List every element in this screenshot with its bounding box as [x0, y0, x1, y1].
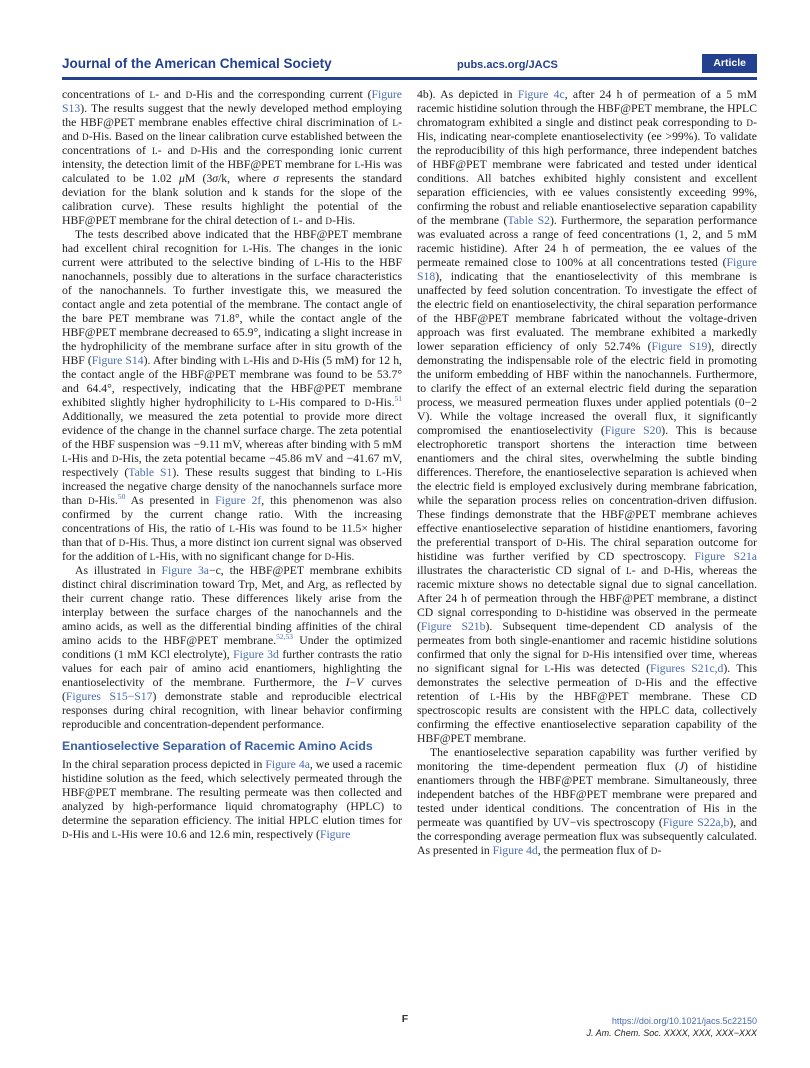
reference-link[interactable]: Figure [319, 828, 351, 841]
small-caps-text: L [111, 830, 118, 840]
small-caps-text: D [185, 90, 193, 100]
small-caps-text: D [118, 538, 126, 548]
small-caps-text: L [626, 566, 632, 576]
small-caps-text: L [149, 90, 156, 100]
left-column [62, 88, 402, 1013]
small-caps-text: L [354, 160, 361, 170]
small-caps-text: L [489, 692, 496, 702]
small-caps-text: L [62, 454, 68, 464]
footer-citation-block [587, 1016, 757, 1039]
small-caps-text: D [746, 118, 754, 128]
body-paragraph: The enantioselective separation capability was further verified by monitoring the time-dependent permeation flux (J) of histidine enantiomers through the HBF@PET membrane. Simultaneously, three independent batches of the HBF@PET membrane were prepared and tested under identical conditions. The concentration of His in the permeate was quantified by UV−vis spectroscopy (Figure S22a,b), and the corresponding average permeation flux was subsequently calculated. As presented in Figure 4d, the permeation flux of D- [417, 746, 757, 857]
small-caps-text: L [292, 216, 299, 226]
article-body [62, 88, 757, 1013]
small-caps-text: D [555, 608, 563, 618]
small-caps-text: L [149, 552, 156, 562]
small-caps-text: D [582, 650, 590, 660]
body-paragraph: 4b). As depicted in Figure 4c, after 24 h of permeation of a 5 mM racemic histidine solution through the HBF@PET membrane, the HPLC chromatogram exhibited a single and distinct peak corresponding to D-His, indicating near-complete enantioselectivity (ee >99%). To validate the reproducibility of this high performance, three independent batches of HBF@PET membrane were fabricated and tested under identical conditions. All batches exhibited highly consistent and excellent separation efficiencies, with ee values consistently exceeding 99%, confirming the robust and reliable enantioselective separation capability of the membrane (Table S2). Furthermore, the separation performance was evaluated across a range of feed concentrations (1, 2, and 5 mM racemic histidine). After 24 h of permeation, the ee values of the permeate remained close to 100% at all concentrations tested (Figure S18), indicating that the enantioselectivity of this membrane is unaffected by feed solution concentration. To investigate the effect of the electric field on enantioselectivity, the chiral separation performance of the HBF@PET membrane fabricated without the voltage-driven approach was first evaluated. The membrane exhibited a markedly lower separation efficiency of only 52.74% (Figure S19), directly demonstrating the indispensable role of the electric field in promoting the uniform embedding of HBF within the nanochannels. Furthermore, to clarify the effect of an external electric field during the separation process, we measured permeation fluxes under applied potentials (0−2 V). While the voltage increased the overall flux, it significantly compromised the enantioselectivity (Figure S20). This is because electrophoretic transport shortens the interaction time between enantiomers and the chiral sites, overwhelming the subtle binding differences. Therefore, the enantioselective separation is achieved when the electric field is employed exclusively during membrane fabrication, while the separation process relies on concentration-driven diffusion. These findings demonstrate that the HBF@PET membrane achieves effective enantioselective separation of histidine enantiomers, favoring the preferential transport of D-His. The chiral separation outcome for histidine was further verified by CD spectroscopy. Figure S21a illustrates the characteristic CD signal of L- and D-His, whereas the racemic mixture shows no detectable signal due to signal cancellation. After 24 h of permeation through the HBF@PET membrane, a distinct CD signal corresponding to D-histidine was observed in the permeate (Figure S21b). Subsequent time-dependent CD analysis of the permeates from both single-enantiomer and racemic histidine solutions confirmed that only the signal for D-His intensified over time, whereas no significant signal for L-His was detected (Figures S21c,d). This demonstrates the selective permeation of D-His and the effective retention of L-His by the HBF@PET membrane. These CD spectroscopic results are consistent with the HPLC data, collectively confirming the effective enantioselective separation capability of the HBF@PET membrane. [417, 88, 757, 745]
small-caps-text: D [556, 538, 563, 548]
section-heading: Enantioselective Separation of Racemic Amino Acids [62, 739, 373, 753]
reference-link[interactable]: Figure S20 [604, 424, 662, 437]
small-caps-text: D [325, 216, 333, 226]
reference-link[interactable]: Table S1 [128, 466, 173, 479]
small-caps-text: D [62, 830, 69, 840]
reference-link[interactable]: Table S2 [507, 214, 550, 227]
small-caps-text: L [242, 244, 249, 254]
italic-text: V [356, 676, 364, 689]
small-caps-text: D [88, 496, 95, 506]
reference-link[interactable]: Figures S15−S17 [65, 690, 153, 703]
small-caps-text: D [324, 552, 332, 562]
reference-link[interactable]: Figure 4d [492, 844, 538, 857]
small-caps-text: D [292, 356, 300, 366]
body-paragraph: As illustrated in Figure 3a−c, the HBF@PET membrane exhibits distinct chiral discrimination toward Trp, Met, and Arg, as reflected by their current change ratio. These differences likely arise from the interplay between the surface charges of the nanochannels and the amino acids, as well as the differential binding affinities of the chiral amino acids to the HBF@PET membrane.$^{52,53}$ Under the optimized conditions (1 mM KCl electrolyte), Figure 3d further contrasts the ratio values for each pair of amino acid enantiomers, highlighting the enantioselectivity of the membrane. Furthermore, the I−V curves (Figures S15−S17) demonstrate stable and reproducible electrical responses during chiral recognition, with linear behavior confirming reproducible and concentration-dependent performance. [62, 564, 403, 731]
header-divider [62, 77, 757, 80]
small-caps-text: D [650, 846, 658, 856]
small-caps-text: L [229, 524, 236, 534]
doi-link[interactable]: https://doi.org/10.1021/jacs.5c22150 [611, 1016, 757, 1026]
body-paragraph: In the chiral separation process depicted in Figure 4a, we used a racemic histidine solution as the feed, which selectively permeated through the HBF@PET membrane. The resulting permeate was then collected and analyzed by high-performance liquid chromatography (HPLC) to determine the separation efficiency. The initial HPLC elution times for D-His and L-His were 10.6 and 12.6 min, respectively (Figure [62, 758, 403, 841]
citation-superscript-link[interactable]: 51 [394, 394, 403, 404]
reference-link[interactable]: Figure 3d [233, 648, 279, 661]
italic-text: σ [212, 172, 219, 185]
reference-link[interactable]: Figure S21a [694, 550, 757, 563]
reference-link[interactable]: Figure S18 [417, 256, 757, 283]
small-caps-text: D [663, 566, 671, 576]
italic-text: J [678, 760, 685, 773]
body-paragraph: The tests described above indicated that the HBF@PET membrane had excellent chiral recognition for L-His. The changes in the ionic current were attributed to the selective binding of L-His to the HBF nanochannels, possibly due to alterations in the surface characteristics of the nanochannels. To further investigate this, we measured the contact angle and zeta potential of the membrane. The contact angle of the bare PET membrane was 71.8°, while the contact angle of the HBF@PET membrane decreased to 65.9°, indicating a slight increase in the hydrophilicity of the membrane surface after in situ growth of the HBF (Figure S14). After binding with L-His and D-His (5 mM) for 12 h, the contact angle of the HBF@PET membrane was found to be 53.7° and 64.4°, respectively, indicating that the HBF@PET membrane exhibited slightly higher hydrophilicity to L-His compared to D-His.$^{51}$ Additionally, we measured the zeta potential to provide more direct evidence of the change in the channel surface charge. The zeta potential of the HBF suspension was −9.11 mV, whereas after binding with 5 mM L-His and D-His, the zeta potential became −45.86 mV and −41.67 mV, respectively (Table S1). These results suggest that binding to L-His increased the negative charge density of the nanochannels surface more than D-His.$^{50}$ As presented in Figure 2f, this phenomenon was also confirmed by the current change ratio. With the increasing concentrations of His, the ratio of L-His was found to be 11.5× higher than that of D-His. Thus, a more distinct ion current signal was observed for the addition of L-His, with no significant change for D-His. [62, 228, 403, 563]
reference-link[interactable]: Figure 2f [215, 494, 262, 507]
article-type-badge: Article [702, 54, 757, 73]
small-caps-text: D [111, 454, 119, 464]
small-caps-text: L [151, 146, 158, 156]
reference-link[interactable]: Figure S22a,b [662, 816, 730, 829]
small-caps-text: D [634, 678, 642, 688]
reference-link[interactable]: Figure S21b [420, 620, 486, 633]
italic-text: σ [273, 172, 279, 185]
small-caps-text: D [364, 398, 372, 408]
pubs-acs-link[interactable]: pubs.acs.org/JACS [457, 59, 558, 71]
reference-link[interactable]: Figure S19 [651, 340, 708, 353]
citation-superscript-link[interactable]: 52,53 [276, 632, 294, 642]
italic-text: I [345, 676, 350, 689]
small-caps-text: L [376, 468, 382, 478]
small-caps-text: L [269, 398, 276, 408]
reference-link[interactable]: Figure 3a [161, 564, 209, 577]
citation-superscript-link[interactable]: 50 [117, 492, 126, 502]
small-caps-text: L [544, 664, 551, 674]
journal-title: Journal of the American Chemical Society [62, 56, 332, 71]
reference-link[interactable]: Figure S14 [91, 354, 144, 367]
page-number: F [401, 1013, 409, 1025]
small-caps-text: L [314, 258, 321, 268]
page-header [62, 50, 757, 76]
reference-link[interactable]: Figure 4c [517, 88, 565, 101]
body-paragraph: concentrations of L- and D-His and the corresponding current (Figure S13). The results suggest that the newly developed method employing the HBF@PET membrane enables effective chiral discrimination of L- and D-His. Based on the linear calibration curve established between the concentrations of L- and D-His and the corresponding ionic current intensity, the detection limit of the HBF@PET membrane for L-His was calculated to be 1.02 μM (3σ/k, where σ represents the standard deviation for the blank solution and k stands for the slope of the calibration curve). These results highlight the potential of the HBF@PET membrane for the chiral detection of L- and D-His. [62, 88, 402, 227]
reference-link[interactable]: Figures S21c,d [649, 662, 724, 675]
italic-text: μ [179, 172, 185, 185]
small-caps-text: L [392, 118, 399, 128]
reference-link[interactable]: Figure 4a [265, 758, 310, 771]
journal-citation: J. Am. Chem. Soc. XXXX, XXX, XXX−XXX [586, 1027, 757, 1038]
small-caps-text: D [81, 132, 89, 142]
right-column [417, 88, 757, 1013]
small-caps-text: L [243, 356, 250, 366]
small-caps-text: D [190, 146, 198, 156]
reference-link[interactable]: Figure S13 [62, 88, 402, 115]
